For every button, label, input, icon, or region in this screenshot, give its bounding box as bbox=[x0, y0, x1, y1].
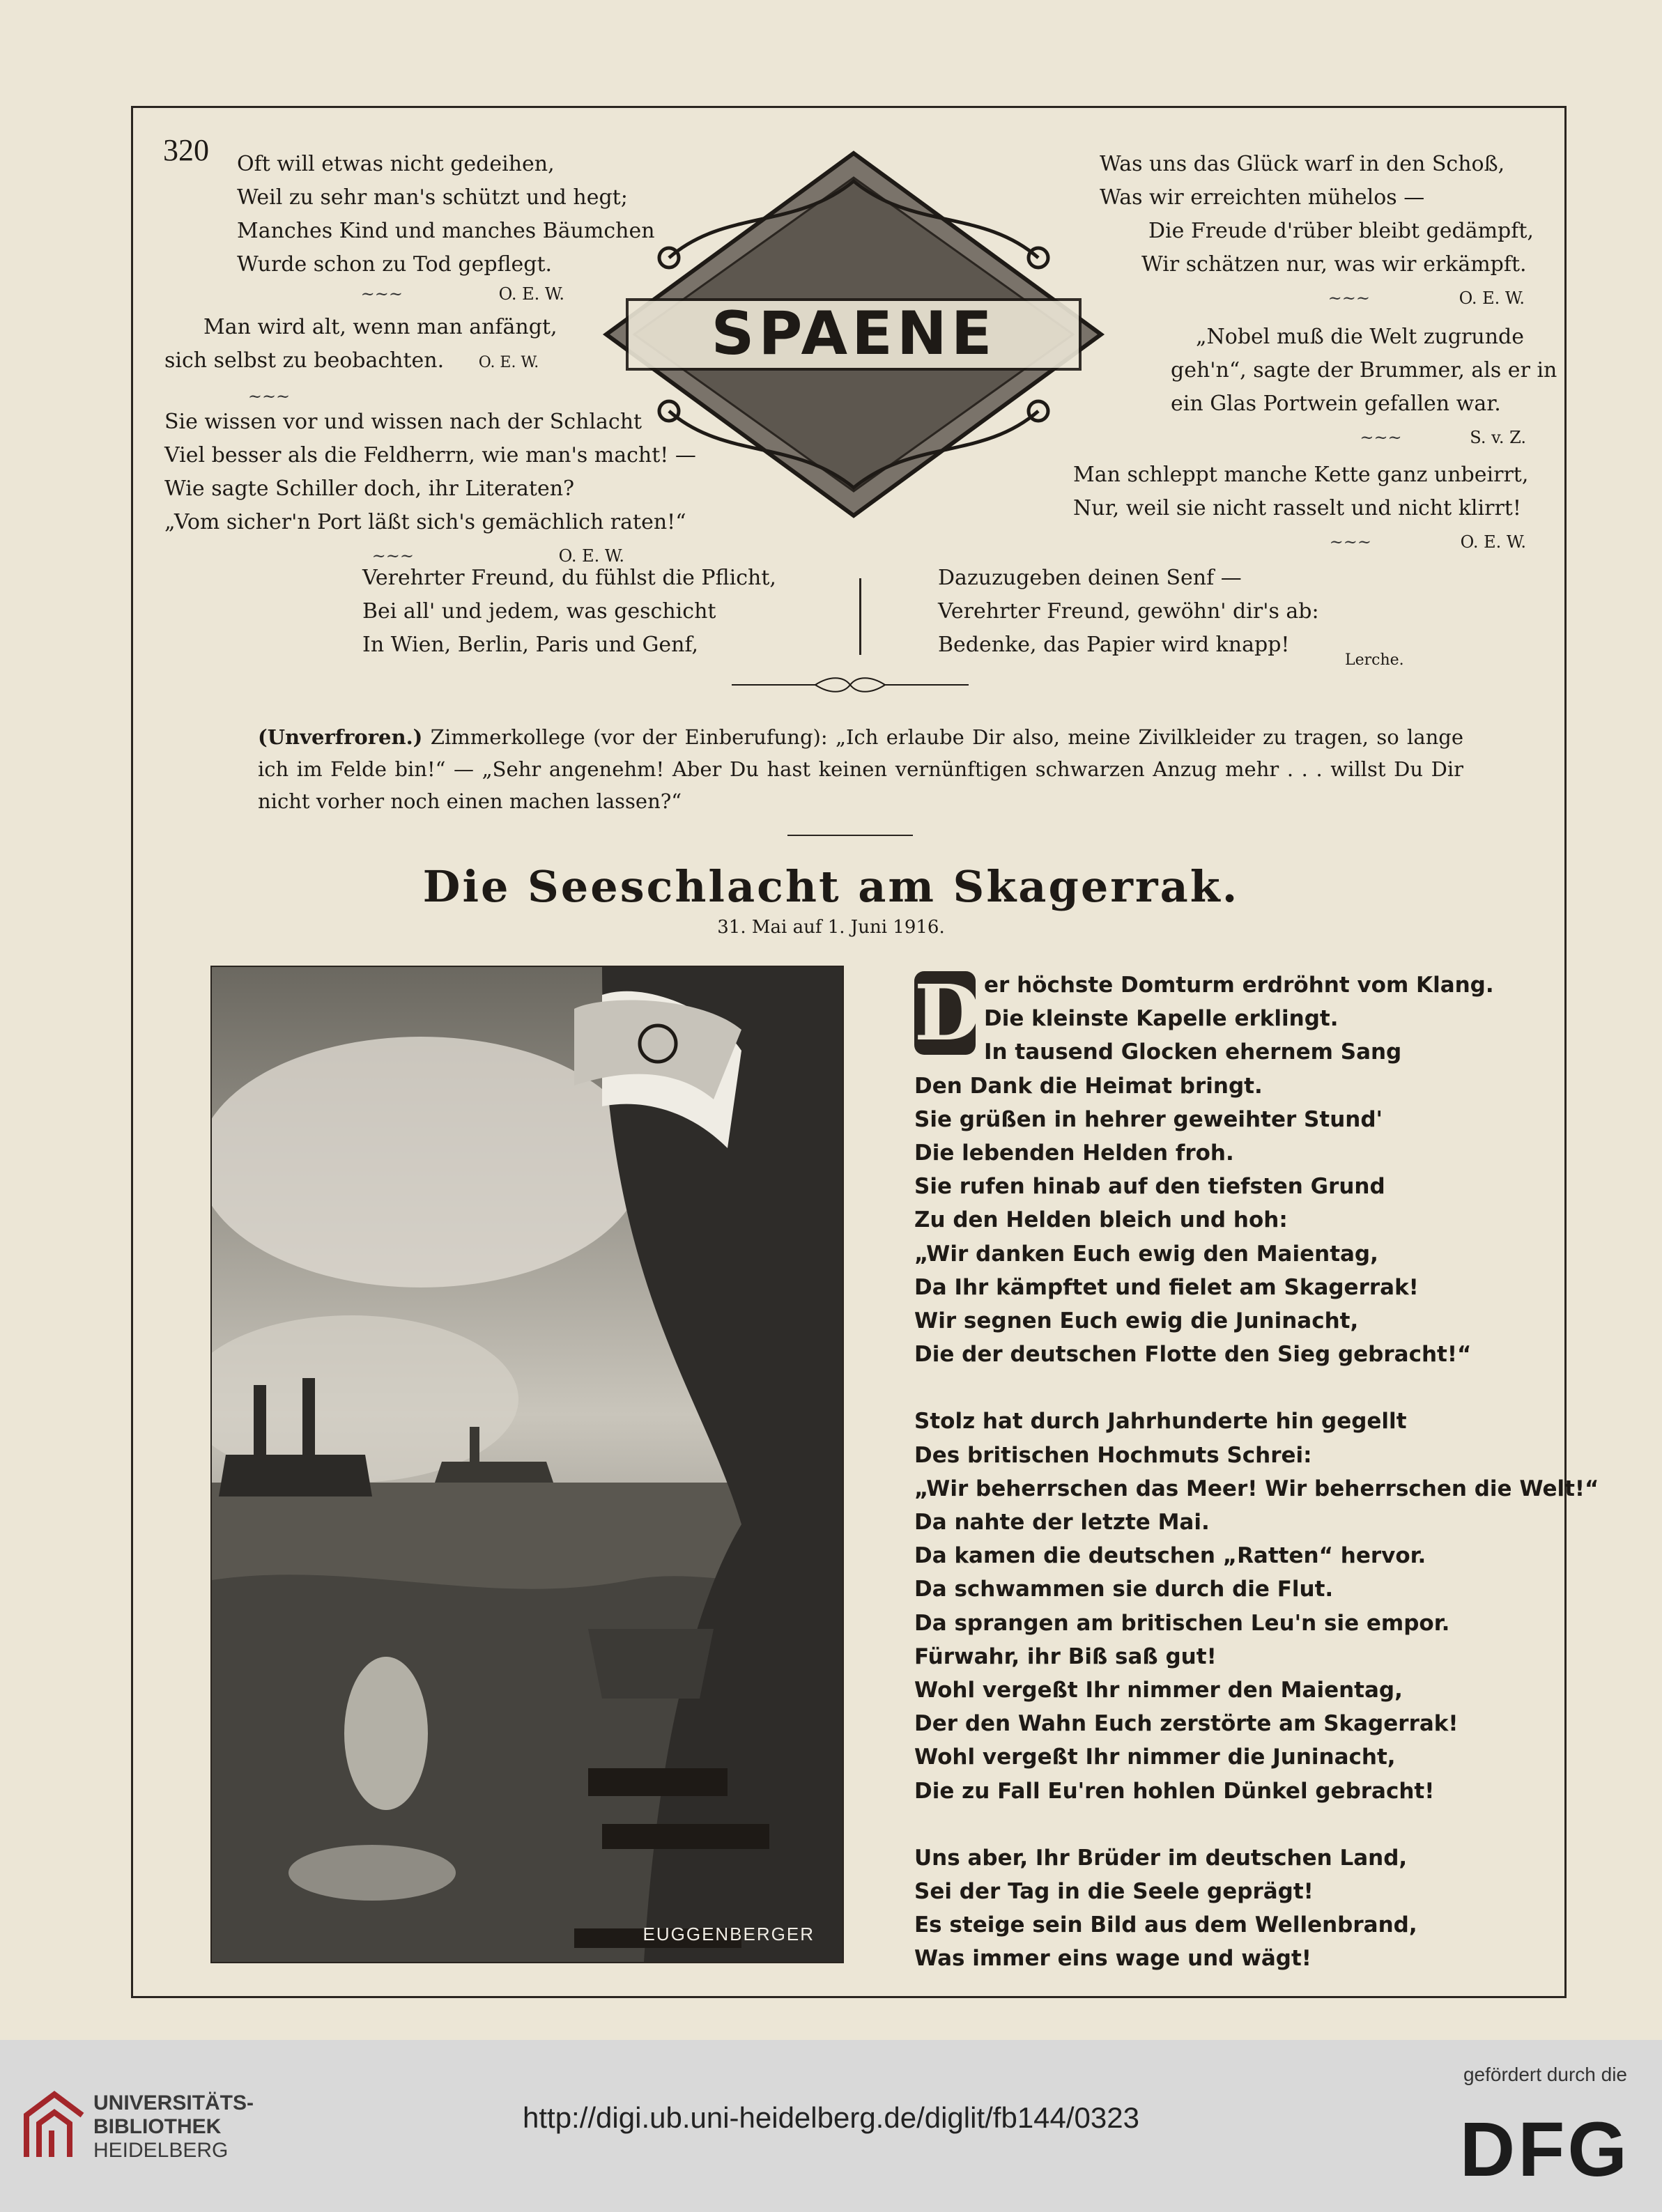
spaene-emblem bbox=[585, 139, 1122, 529]
drop-cap: D bbox=[914, 968, 981, 1058]
poem-line: In tausend Glocken ehernem Sang bbox=[984, 1039, 1402, 1065]
emblem-title: SPAENE bbox=[711, 299, 997, 369]
poem-line: Wir segnen Euch ewig die Juninacht, bbox=[914, 1308, 1359, 1334]
tilde-ornament: ~~~ bbox=[1360, 428, 1402, 447]
poem-line: Viel besser als die Feldherrn, wie man's macht! — bbox=[164, 443, 696, 467]
poem-line: Es steige sein Bild aus dem Wellenbrand, bbox=[914, 1912, 1417, 1938]
poem-line: Wohl vergeßt Ihr nimmer den Maientag, bbox=[914, 1678, 1403, 1703]
page-number: 320 bbox=[163, 133, 209, 167]
poem-line: Sie wissen vor und wissen nach der Schlacht bbox=[164, 410, 643, 434]
center-poem-left bbox=[362, 562, 850, 662]
poem-divider bbox=[859, 578, 861, 655]
poem-line: Der den Wahn Euch zerstörte am Skagerrak! bbox=[914, 1711, 1459, 1737]
section-ornament bbox=[732, 674, 969, 695]
poem-line: Bedenke, das Papier wird knapp! bbox=[938, 633, 1290, 657]
poem-line: Bei all' und jedem, was geschicht bbox=[362, 599, 716, 624]
tilde-ornament: ~~~ bbox=[1328, 288, 1370, 308]
poem-line: „Wir danken Euch ewig den Maientag, bbox=[914, 1241, 1378, 1267]
institution-name: UNIVERSITÄTS- BIBLIOTHEK HEIDELBERG bbox=[93, 2091, 254, 2162]
poem-left-1 bbox=[237, 148, 655, 311]
center-poem-right bbox=[938, 562, 1412, 662]
dfg-logo: DFG bbox=[1459, 2107, 1630, 2192]
tilde-ornament: ~~~ bbox=[247, 387, 291, 406]
anecdote-text: Zimmerkollege (vor der Einberufung): „Ich erlaube Dir also, meine Zivilkleider zu tragen, so lange ich im Felde bin!“ — „Sehr angenehm! Aber Du hast keinen vernünftigen schwarzen Anzug mehr . . . willst Du Dir nicht vorher noch einen machen lassen?“ bbox=[258, 725, 1464, 813]
poem-line: Sie grüßen in hehrer geweihter Stund' bbox=[914, 1106, 1383, 1132]
poem-line: geh'n“, sagte der Brummer, als er in bbox=[1171, 358, 1557, 382]
footer-bar bbox=[0, 2040, 1662, 2212]
poem-line: Zu den Helden bleich und hoh: bbox=[914, 1207, 1288, 1233]
article-subtitle: 31. Mai auf 1. Juni 1916. bbox=[717, 917, 945, 938]
poem-line: Was immer eins wage und wägt! bbox=[914, 1946, 1311, 1972]
article-title: Die Seeschlacht am Skagerrak. bbox=[422, 861, 1240, 912]
poem-line: Verehrter Freund, gewöhn' dir's ab: bbox=[938, 599, 1319, 624]
poem-line: Die zu Fall Eu'ren hohlen Dünkel gebracht! bbox=[914, 1778, 1435, 1804]
poem-line: sich selbst zu beobachten. O. E. W. bbox=[164, 348, 539, 373]
poem-line: Was uns das Glück warf in den Schoß, bbox=[1100, 152, 1505, 176]
poem-line: „Vom sicher'n Port läßt sich's gemächlich raten!“ bbox=[164, 510, 686, 534]
poem-left-2 bbox=[164, 311, 555, 413]
poem-line: Stolz hat durch Jahrhunderte hin gegellt bbox=[914, 1409, 1407, 1434]
poem-line: Wir schätzen nur, was wir erkämpft. bbox=[1141, 252, 1527, 277]
naval-battle-illustration bbox=[210, 966, 844, 1963]
poem-line: Wohl vergeßt Ihr nimmer die Juninacht, bbox=[914, 1745, 1396, 1770]
poem-line: Die Freude d'rüber bleibt gedämpft, bbox=[1148, 219, 1534, 243]
poem-line: „Nobel muß die Welt zugrunde bbox=[1196, 325, 1524, 349]
poem-signature: O. E. W. bbox=[478, 354, 539, 371]
artist-signature: EUGGENBERGER bbox=[643, 1924, 815, 1944]
poem-line: Wurde schon zu Tod gepflegt. bbox=[237, 252, 553, 277]
poem-line: Dazuzugeben deinen Senf — bbox=[938, 566, 1242, 590]
poem-line: Sie rufen hinab auf den tiefsten Grund bbox=[914, 1174, 1385, 1200]
poem-line: Den Dank die Heimat bringt. bbox=[914, 1073, 1263, 1099]
skagerrak-poem bbox=[914, 968, 1599, 1976]
poem-right-3 bbox=[1073, 458, 1547, 559]
poem-line: Die kleinste Kapelle erklingt. bbox=[984, 1006, 1339, 1032]
poem-line: Da kamen die deutschen „Ratten“ hervor. bbox=[914, 1543, 1426, 1569]
permalink-url[interactable]: http://digi.ub.uni-heidelberg.de/diglit/fb144/0323 bbox=[523, 2101, 1139, 2134]
funded-by-label: gefördert durch die bbox=[1463, 2064, 1627, 2085]
poem-line: Man wird alt, wenn man anfängt, bbox=[203, 315, 557, 339]
poem-signature: ~~~ S. v. Z. bbox=[1360, 428, 1526, 447]
poem-line: Manches Kind und manches Bäumchen bbox=[237, 219, 655, 243]
poem-line: In Wien, Berlin, Paris und Genf, bbox=[362, 633, 699, 657]
anecdote-heading: (Unverfroren.) bbox=[258, 725, 423, 749]
poem-signature: ~~~ O. E. W. bbox=[1328, 288, 1525, 308]
poem-signature: ~~~ O. E. W. bbox=[1329, 532, 1526, 552]
poem-line: Was wir erreichten mühelos — bbox=[1100, 185, 1425, 210]
poem-line: Fürwahr, ihr Biß saß gut! bbox=[914, 1643, 1217, 1669]
poem-right-1 bbox=[1100, 148, 1539, 315]
poem-line: Da schwammen sie durch die Flut. bbox=[914, 1577, 1334, 1602]
poem-signature: ~~~ O. E. W. bbox=[360, 284, 564, 304]
center-poem-signature: Lerche. bbox=[1345, 651, 1404, 669]
poem-line: Man schleppt manche Kette ganz unbeirrt, bbox=[1073, 463, 1529, 487]
poem-line: Sei der Tag in die Seele geprägt! bbox=[914, 1879, 1314, 1905]
tilde-ornament: ~~~ bbox=[360, 284, 403, 304]
poem-line: Verehrter Freund, du fühlst die Pflicht, bbox=[362, 566, 776, 590]
illustration-drawing bbox=[212, 967, 842, 1962]
poem-line: „Wir beherrschen das Meer! Wir beherrschen die Welt!“ bbox=[914, 1476, 1599, 1501]
poem-line: Die der deutschen Flotte den Sieg gebracht!“ bbox=[914, 1342, 1472, 1368]
tilde-ornament: ~~~ bbox=[1329, 532, 1371, 552]
poem-line: Des britischen Hochmuts Schrei: bbox=[914, 1442, 1312, 1468]
poem-line: er höchste Domturm erdröhnt vom Klang. bbox=[984, 973, 1494, 998]
poem-line: Die lebenden Helden froh. bbox=[914, 1140, 1234, 1166]
separator-rule bbox=[787, 835, 913, 836]
anecdote-paragraph bbox=[258, 721, 1463, 817]
tilde-ornament: ~~~ bbox=[371, 546, 414, 566]
poem-line: Uns aber, Ihr Brüder im deutschen Land, bbox=[914, 1845, 1408, 1871]
poem-right-2 bbox=[1171, 320, 1561, 454]
poem-line: Da Ihr kämpftet und fielet am Skagerrak! bbox=[914, 1274, 1419, 1300]
poem-line: Da sprangen am britischen Leu'n sie empor. bbox=[914, 1610, 1450, 1636]
poem-line: Weil zu sehr man's schützt und hegt; bbox=[237, 185, 628, 210]
poem-signature: ~~~ O. E. W. bbox=[371, 546, 624, 566]
poem-line: ein Glas Portwein gefallen war. bbox=[1171, 392, 1501, 416]
poem-line: Oft will etwas nicht gedeihen, bbox=[237, 152, 555, 176]
poem-line: Da nahte der letzte Mai. bbox=[914, 1510, 1210, 1536]
poem-line: Wie sagte Schiller doch, ihr Literaten? bbox=[164, 477, 575, 501]
poem-line: Nur, weil sie nicht rasselt und nicht klirrt! bbox=[1073, 496, 1521, 520]
